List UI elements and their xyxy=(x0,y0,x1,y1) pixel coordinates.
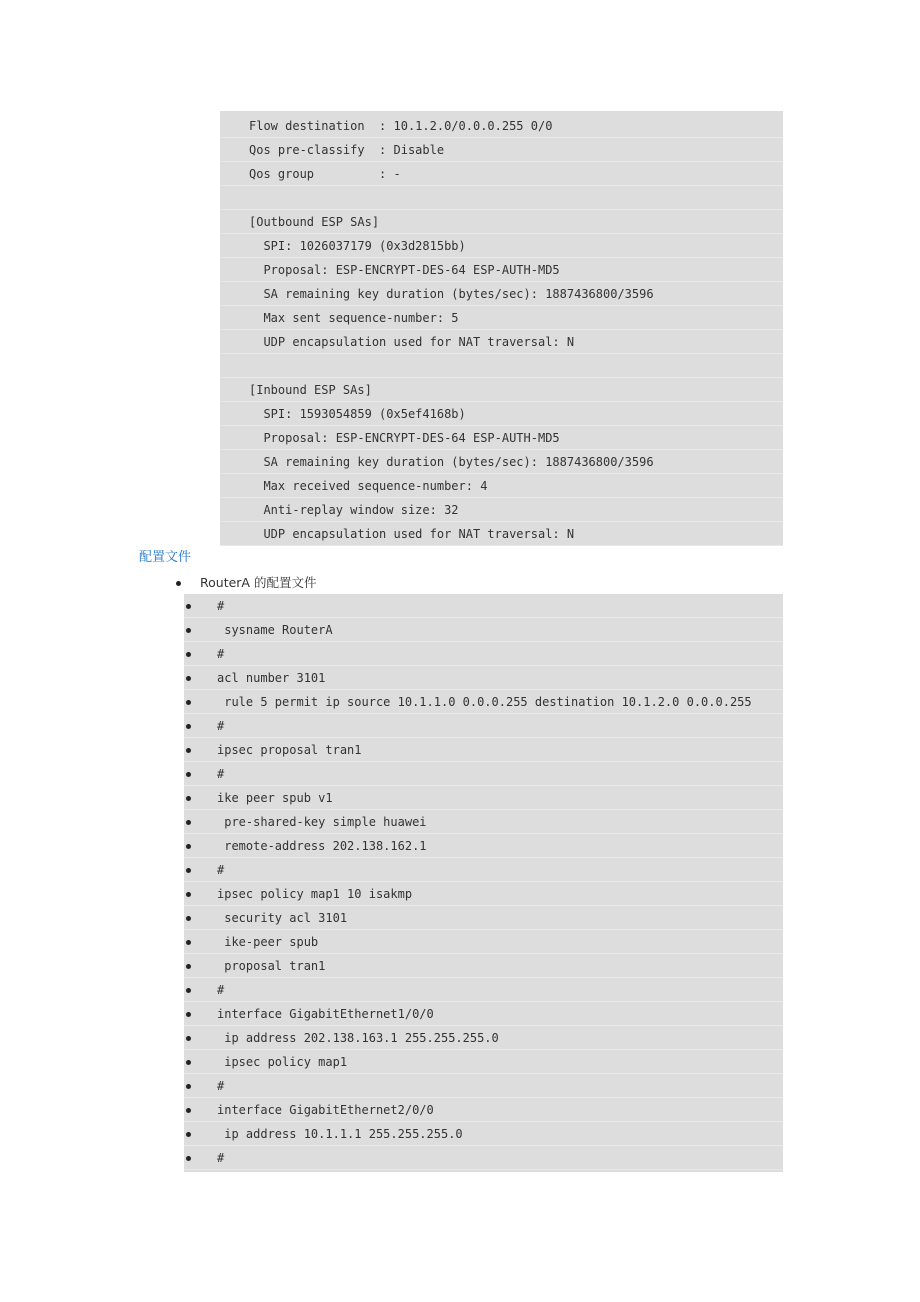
code-line xyxy=(184,1050,783,1074)
code-line-text: # xyxy=(217,983,225,997)
code-line xyxy=(220,498,783,522)
code-line xyxy=(220,474,783,498)
code-line-text: SPI: 1593054859 (0x5ef4168b) xyxy=(249,407,466,421)
code-line-text: # xyxy=(217,599,225,613)
bullet-dot-icon xyxy=(186,676,191,681)
code-line-text: Proposal: ESP-ENCRYPT-DES-64 ESP-AUTH-MD5 xyxy=(249,263,560,277)
bullet-dot-icon xyxy=(186,748,191,753)
code-line-text: Qos group : - xyxy=(249,167,401,181)
code-line-text: # xyxy=(217,767,225,781)
code-line-text: SA remaining key duration (bytes/sec): 1887436800/3596 xyxy=(249,287,654,301)
code-line xyxy=(220,450,783,474)
code-line-text: ipsec policy map1 xyxy=(217,1055,348,1069)
code-line-text: ike peer spub v1 xyxy=(217,791,333,805)
code-line-text: interface GigabitEthernet1/0/0 xyxy=(217,1007,434,1021)
code-line-text: # xyxy=(217,647,225,661)
code-line xyxy=(184,930,783,954)
code-line-text: Max received sequence-number: 4 xyxy=(249,479,488,493)
code-line-text: UDP encapsulation used for NAT traversal: N xyxy=(249,335,575,349)
bullet-dot-icon xyxy=(186,772,191,777)
code-line xyxy=(184,858,783,882)
code-line-text: SA remaining key duration (bytes/sec): 1887436800/3596 xyxy=(249,455,654,469)
code-line-text: # xyxy=(217,863,225,877)
code-line xyxy=(184,906,783,930)
code-line xyxy=(184,1098,783,1122)
code-line-text: # xyxy=(217,1151,225,1165)
code-line-text: Flow destination : 10.1.2.0/0.0.0.255 0/0 xyxy=(249,119,553,133)
bullet-dot-icon xyxy=(186,988,191,993)
bullet-dot-icon xyxy=(176,581,181,586)
bullet-dot-icon xyxy=(186,1060,191,1065)
code-line xyxy=(184,1122,783,1146)
code-line xyxy=(184,738,783,762)
code-line-text: proposal tran1 xyxy=(217,959,326,973)
bullet-label: RouterA 的配置文件 xyxy=(200,575,317,590)
config-code-block xyxy=(184,594,783,1172)
code-line xyxy=(184,666,783,690)
code-line xyxy=(184,1026,783,1050)
code-line xyxy=(220,138,783,162)
bullet-dot-icon xyxy=(186,892,191,897)
code-line xyxy=(220,258,783,282)
code-line-text: ipsec proposal tran1 xyxy=(217,743,362,757)
code-line-text: pre-shared-key simple huawei xyxy=(217,815,427,829)
code-line xyxy=(220,306,783,330)
code-line-text: [Outbound ESP SAs] xyxy=(249,215,380,229)
code-line xyxy=(220,234,783,258)
code-line xyxy=(220,114,783,138)
code-line xyxy=(220,282,783,306)
bullet-dot-icon xyxy=(186,1084,191,1089)
code-line xyxy=(184,642,783,666)
code-line-text: ike-peer spub xyxy=(217,935,319,949)
code-line xyxy=(184,978,783,1002)
code-line-text: sysname RouterA xyxy=(217,623,333,637)
bullet-dot-icon xyxy=(186,1036,191,1041)
code-line xyxy=(184,882,783,906)
bullet-dot-icon xyxy=(186,940,191,945)
code-line xyxy=(184,810,783,834)
bullet-dot-icon xyxy=(186,1108,191,1113)
code-line-text: interface GigabitEthernet2/0/0 xyxy=(217,1103,434,1117)
code-line-text: Qos pre-classify : Disable xyxy=(249,143,445,157)
code-line xyxy=(184,714,783,738)
bullet-dot-icon xyxy=(186,1156,191,1161)
code-line xyxy=(220,330,783,354)
code-line xyxy=(184,786,783,810)
bullet-dot-icon xyxy=(186,820,191,825)
code-line-text: remote-address 202.138.162.1 xyxy=(217,839,427,853)
code-line xyxy=(220,402,783,426)
code-line-text: Anti-replay window size: 32 xyxy=(249,503,459,517)
code-line xyxy=(220,186,783,210)
code-line xyxy=(220,522,783,546)
code-line-text: [Inbound ESP SAs] xyxy=(249,383,372,397)
bullet-dot-icon xyxy=(186,796,191,801)
code-line-text: Max sent sequence-number: 5 xyxy=(249,311,459,325)
bullet-dot-icon xyxy=(186,724,191,729)
code-line-text: SPI: 1026037179 (0x3d2815bb) xyxy=(249,239,466,253)
bullet-dot-icon xyxy=(186,1132,191,1137)
bullet-dot-icon xyxy=(186,700,191,705)
section-heading: 配置文件 xyxy=(139,550,192,565)
code-line xyxy=(220,210,783,234)
code-line xyxy=(220,162,783,186)
bullet-dot-icon xyxy=(186,1012,191,1017)
code-line-text: ip address 10.1.1.1 255.255.255.0 xyxy=(217,1127,463,1141)
code-line xyxy=(184,690,783,714)
code-line xyxy=(184,1146,783,1170)
code-line-text: security acl 3101 xyxy=(217,911,348,925)
code-line-text: acl number 3101 xyxy=(217,671,326,685)
code-line-text: # xyxy=(217,719,225,733)
code-line xyxy=(184,1074,783,1098)
code-line xyxy=(220,354,783,378)
code-line-text: Proposal: ESP-ENCRYPT-DES-64 ESP-AUTH-MD5 xyxy=(249,431,560,445)
code-line xyxy=(184,618,783,642)
bullet-dot-icon xyxy=(186,652,191,657)
code-line xyxy=(184,762,783,786)
code-line-text: # xyxy=(217,1079,225,1093)
bullet-dot-icon xyxy=(186,964,191,969)
bullet-dot-icon xyxy=(186,628,191,633)
code-line xyxy=(184,834,783,858)
code-line xyxy=(220,426,783,450)
bullet-dot-icon xyxy=(186,916,191,921)
bullet-dot-icon xyxy=(186,868,191,873)
bullet-dot-icon xyxy=(186,844,191,849)
code-line-text: ipsec policy map1 10 isakmp xyxy=(217,887,413,901)
code-line xyxy=(184,954,783,978)
code-line xyxy=(220,378,783,402)
code-line-text: rule 5 permit ip source 10.1.1.0 0.0.0.255 destination 10.1.2.0 0.0.0.255 xyxy=(217,695,752,709)
bullet-dot-icon xyxy=(186,604,191,609)
code-line xyxy=(184,594,783,618)
code-line xyxy=(184,1002,783,1026)
code-line-text: UDP encapsulation used for NAT traversal: N xyxy=(249,527,575,541)
code-line-text: ip address 202.138.163.1 255.255.255.0 xyxy=(217,1031,499,1045)
output-code-block xyxy=(220,111,783,545)
